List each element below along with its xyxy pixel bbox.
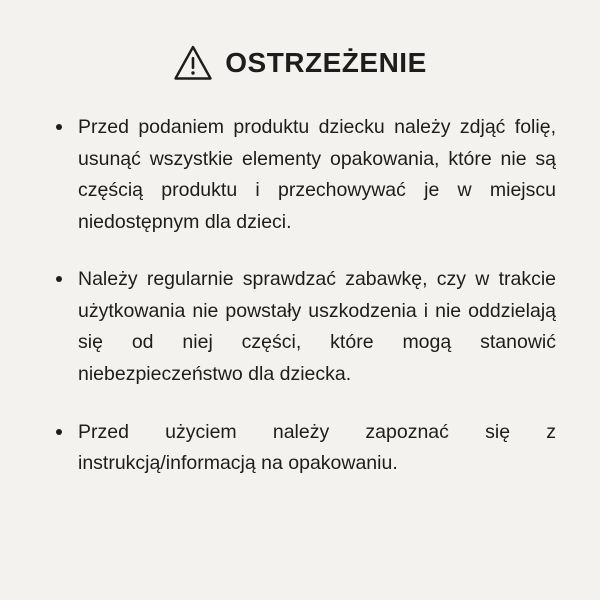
warning-text: Należy regularnie sprawdzać zabawkę, czy w trakcie użytkowania nie powstały uszkodzenia i nie oddzielają się od niej części, które mogą stanowić niebezpieczeństwo dla dziecka. (78, 268, 556, 386)
warning-text: Przed użyciem należy zapoznać się z instrukcją/informacją na opakowaniu. (78, 420, 556, 475)
bullet-icon (56, 429, 62, 435)
list-item (50, 417, 556, 480)
list-item (50, 264, 556, 390)
page-title: OSTRZEŻENIE (225, 46, 427, 78)
bullet-icon (56, 124, 62, 130)
list-item (50, 112, 556, 238)
bullet-icon (56, 276, 62, 282)
warning-list (38, 112, 562, 480)
warning-header (38, 44, 562, 82)
warning-text: Przed podaniem produktu dziecku należy zdjąć folię, usunąć wszystkie elementy opakowania, które nie są częścią produktu i przechowywać je w miejscu niedostępnym dla dzieci. (78, 116, 556, 233)
warning-triangle-icon (173, 44, 213, 82)
